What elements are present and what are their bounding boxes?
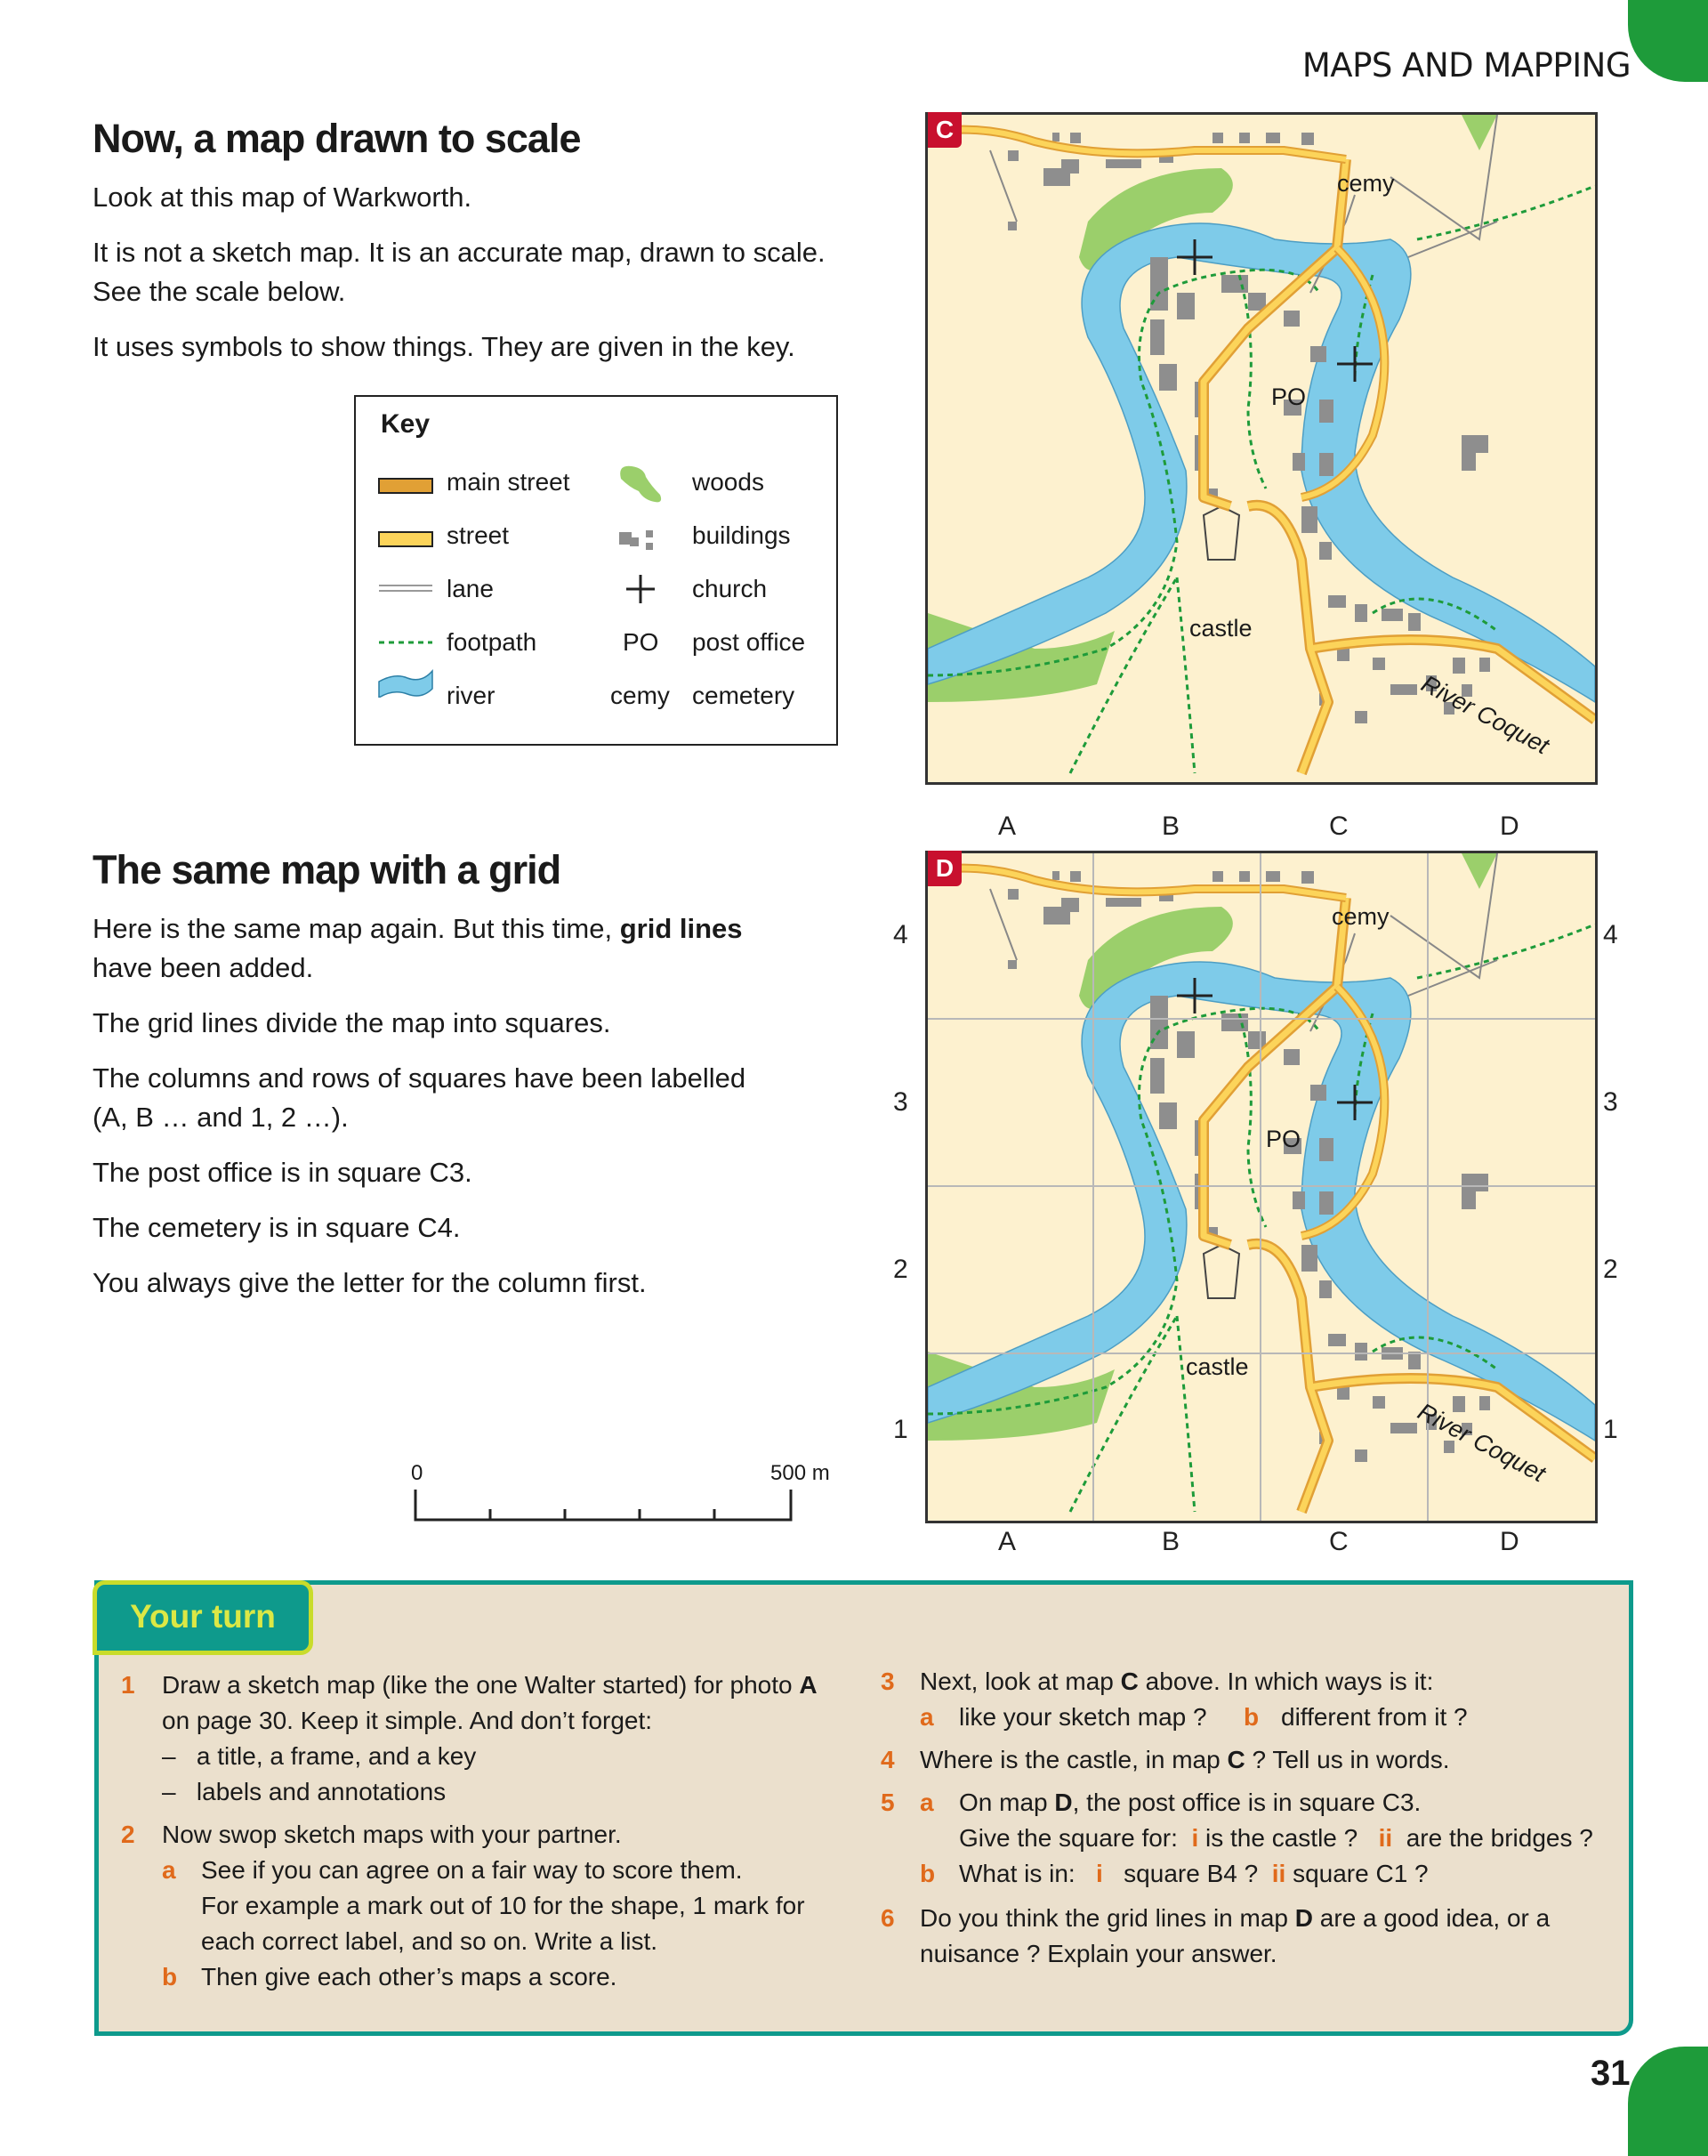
section2-p5: The cemetery is in square C4. — [93, 1212, 461, 1243]
key-symbol-po: PO — [623, 628, 659, 656]
key-label-cemetery: cemetery — [692, 682, 795, 709]
key-label-river: river — [447, 682, 495, 709]
grid-col-top-b: B — [1162, 812, 1180, 841]
key-label-footpath: footpath — [447, 628, 537, 656]
q5b-line: What is in: i square B4 ? ii square C1 ? — [959, 1860, 1429, 1887]
q1-text: Draw a sketch map (like the one Walter started) for photo A — [162, 1671, 818, 1699]
key-label-church: church — [692, 575, 768, 602]
grid-row-right-4: 4 — [1603, 920, 1618, 949]
map-d-label-river: River Coquet — [1413, 1398, 1551, 1488]
q2a-line3: each correct label, and so on. Write a list. — [201, 1927, 658, 1955]
grid-col-bottom-a: A — [998, 1527, 1017, 1556]
q5a-letter: a — [920, 1789, 934, 1816]
scale-start: 0 — [411, 1461, 423, 1485]
section1-p2a: It is not a sketch map. It is an accurate map, drawn to scale. — [93, 237, 826, 268]
grid-col-bottom-d: D — [1500, 1527, 1519, 1556]
map-c-label-castle: castle — [1189, 615, 1253, 642]
q2-number: 2 — [121, 1821, 135, 1848]
grid-row-right-2: 2 — [1603, 1255, 1618, 1284]
q3-text: Next, look at map C above. In which ways is it: — [920, 1667, 1434, 1695]
map-c-label-po: PO — [1271, 384, 1307, 410]
key-label-post-office: post office — [692, 628, 806, 656]
q5b-letter: b — [920, 1860, 936, 1887]
key-line-symbols — [377, 475, 436, 698]
q3b-text: different from it ? — [1281, 1703, 1468, 1731]
q1-dash2: – labels and annotations — [162, 1778, 447, 1805]
section1-p2b: See the scale below. — [93, 276, 346, 307]
section2-title: The same map with a grid — [93, 847, 561, 892]
key-label-street: street — [447, 521, 510, 549]
scale-bar — [413, 1490, 795, 1525]
q6-number: 6 — [881, 1904, 895, 1932]
grid-col-top-c: C — [1329, 812, 1349, 841]
section2-p4: The post office is in square C3. — [93, 1157, 472, 1188]
section2-p6: You always give the letter for the column first. — [93, 1267, 647, 1298]
q5a-line2: Give the square for: i is the castle ? ii are the bridges ? — [959, 1824, 1593, 1852]
section1-p1: Look at this map of Warkworth. — [93, 182, 472, 213]
section2-p1: Here is the same map again. But this time, grid lines — [93, 913, 743, 944]
section1 — [93, 116, 581, 162]
grid-row-right-3: 3 — [1603, 1087, 1618, 1117]
scale-end: 500 m — [770, 1461, 830, 1485]
section2-p2: The grid lines divide the map into squares. — [93, 1007, 611, 1038]
corner-tab-top — [1628, 0, 1708, 82]
section2-p3b: (A, B … and 1, 2 …). — [93, 1102, 349, 1133]
section-header: MAPS AND MAPPING — [1301, 46, 1631, 85]
q6-line1: Do you think the grid lines in map D are a good idea, or a — [920, 1904, 1551, 1932]
q5a-line1: On map D, the post office is in square C3. — [959, 1789, 1422, 1816]
q2a-line1: See if you can agree on a fair way to score them. — [201, 1856, 743, 1884]
q4-number: 4 — [881, 1746, 895, 1773]
grid-col-bottom-c: C — [1329, 1527, 1349, 1556]
grid-row-left-2: 2 — [893, 1255, 908, 1284]
map-d — [925, 851, 1598, 1523]
q6-line2: nuisance ? Explain your answer. — [920, 1940, 1277, 1967]
grid-row-right-1: 1 — [1603, 1415, 1618, 1444]
section2-p1c: have been added. — [93, 952, 314, 983]
q4-text: Where is the castle, in map C ? Tell us in words. — [920, 1746, 1450, 1773]
key-label-woods: woods — [692, 468, 764, 496]
q2a-line2: For example a mark out of 10 for the shape, 1 mark for — [201, 1892, 805, 1919]
map-d-label-castle: castle — [1186, 1353, 1249, 1380]
q2b-letter: b — [162, 1963, 178, 1990]
q1-number: 1 — [121, 1671, 135, 1699]
your-turn-tab: Your turn — [93, 1580, 313, 1655]
section1-p3: It uses symbols to show things. They are given in the key. — [93, 331, 795, 362]
grid-col-top-d: D — [1500, 812, 1519, 841]
key-label-buildings: buildings — [692, 521, 791, 549]
key-label-main-street: main street — [447, 468, 570, 496]
key-title: Key — [381, 409, 431, 439]
church-icon — [623, 571, 658, 607]
grid-row-left-3: 3 — [893, 1087, 908, 1117]
map-c-art — [928, 115, 1595, 782]
section2 — [93, 847, 560, 893]
grid-row-left-4: 4 — [893, 920, 908, 949]
map-key — [354, 395, 838, 746]
q5-number: 5 — [881, 1789, 895, 1816]
section1-title: Now, a map drawn to scale — [93, 116, 581, 161]
key-symbol-cemy: cemy — [610, 682, 670, 709]
q1-dash1: – a title, a frame, and a key — [162, 1742, 477, 1770]
map-d-tag: D — [928, 851, 962, 886]
q3-number: 3 — [881, 1667, 895, 1695]
grid-row-left-1: 1 — [893, 1415, 908, 1444]
map-d-art — [928, 853, 1595, 1521]
corner-tab-bottom — [1628, 2047, 1708, 2156]
q3a-letter: a — [920, 1703, 934, 1731]
q2a-letter: a — [162, 1856, 176, 1884]
grid-col-bottom-b: B — [1162, 1527, 1180, 1556]
q2-text: Now swop sketch maps with your partner. — [162, 1821, 622, 1848]
map-c-label-river: River Coquet — [1416, 670, 1554, 760]
section2-p3a: The columns and rows of squares have been labelled — [93, 1062, 746, 1094]
map-c-label-cemy: cemy — [1337, 170, 1395, 197]
map-c-tag: C — [928, 112, 962, 148]
map-d-label-po: PO — [1266, 1126, 1301, 1152]
q3a-text: like your sketch map ? — [959, 1703, 1207, 1731]
page-number: 31 — [1591, 2054, 1631, 2093]
grid-col-top-a: A — [998, 812, 1017, 841]
key-label-lane: lane — [447, 575, 494, 602]
map-d-label-cemy: cemy — [1332, 903, 1390, 930]
q3b-letter: b — [1244, 1703, 1260, 1731]
q1-text-cont: on page 30. Keep it simple. And don’t forget: — [162, 1707, 653, 1734]
q2b-line1: Then give each other’s maps a score. — [201, 1963, 617, 1990]
map-c — [925, 112, 1598, 785]
key-area-symbols — [614, 459, 667, 575]
